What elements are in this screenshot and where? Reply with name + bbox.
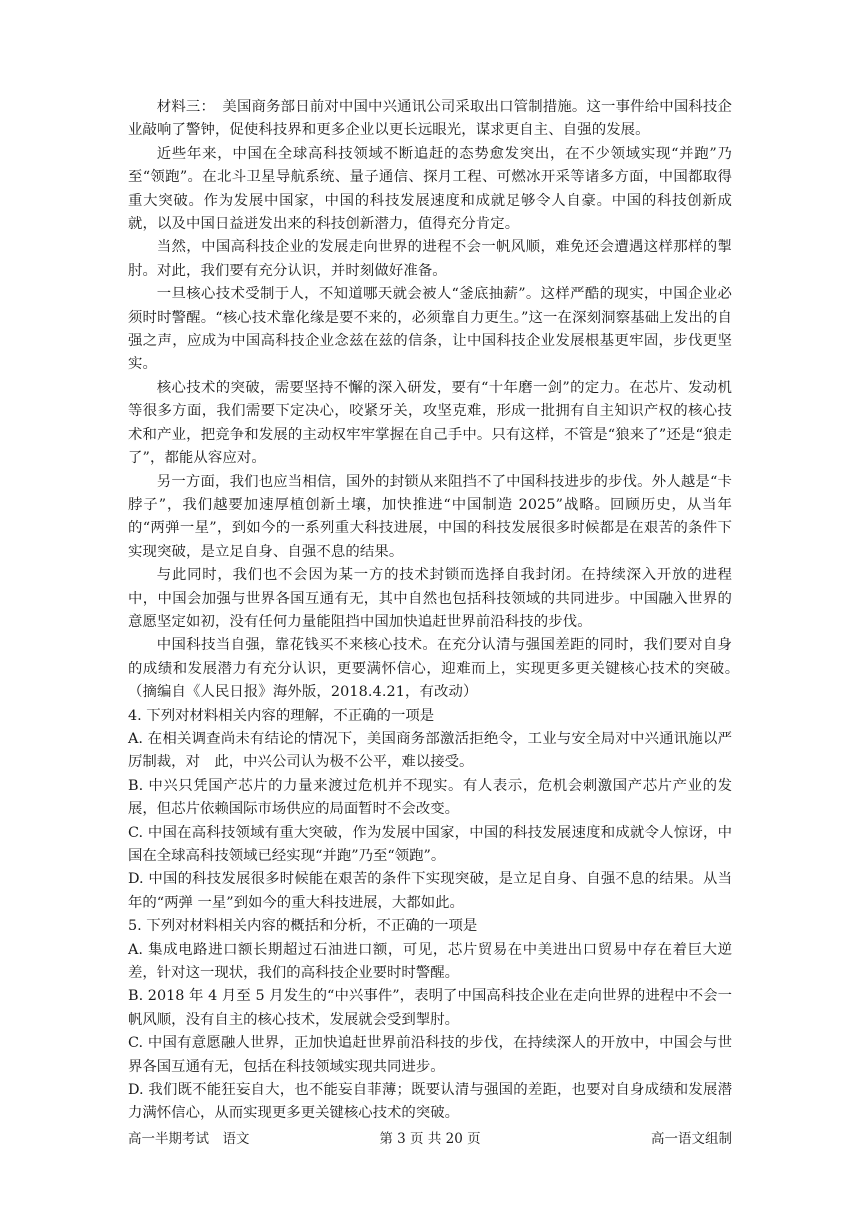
material-paragraph: 当然，中国高科技企业的发展走向世界的进程不会一帆风顺，难免还会遭遇这样那样的掣肘。对此，我们要有充分认识，并时刻做好准备。: [128, 239, 732, 279]
option-a: A. 集成电路进口额长期超过石油进口额，可见，芯片贸易在中美进出口贸易中存在着巨大逆差，针对这一现状，我们的高科技企业要时时警醒。: [128, 941, 732, 982]
option-a: A. 在相关调查尚未有结论的情况下，美国商务部激活拒绝令，工业与安全局对中兴通讯施以严厉制裁，对 此，中兴公司认为极不公平，难以接受。: [128, 730, 732, 771]
page-footer: [128, 1129, 732, 1149]
option-b: B. 2018 年 4 月至 5 月发生的“中兴事件”，表明了中国高科技企业在走向世界的进程中不会一帆风顺，没有自主的核心技术，发展就会受到掣肘。: [128, 988, 732, 1028]
material-paragraph: 材料三： 美国商务部日前对中国中兴通讯公司采取出口管制措施。这一事件给中国科技企业敲响了警钟，促使科技界和更多企业以更长远眼光，谋求更自主、自强的发展。: [128, 99, 732, 139]
question-stem: 5. 下列对材料相关内容的概括和分析，不正确的一项是: [128, 918, 478, 935]
material-paragraph: 近些年来，中国在全球高科技领域不断追赶的态势愈发突出，在不少领域实现“并跑”乃至“领跑”。在北斗卫星导航系统、量子通信、探月工程、可燃冰开采等诸多方面，中国都取得重大突破。作为发展中国家，中国的科技发展速度和成就足够令人自豪。中国的科技创新成就，以及中国日益迸发出来的科技创新潜力，值得充分肯定。: [128, 145, 732, 233]
material-paragraph: 与此同时，我们也不会因为某一方的技术封锁而选择自我封闭。在持续深入开放的进程中，中国会加强与世界各国互通有无，其中自然也包括科技领域的共同进步。中国融入世界的意愿坚定如初，没有任何力量能阻挡中国加快追赶世界前沿科技的步伐。: [128, 567, 732, 630]
option-d: D. 我们既不能狂妄自大，也不能妄自菲薄；既要认清与强国的差距，也要对自身成绩和发展潜力满怀信心，从而实现更多更关键核心技术的突破。: [128, 1082, 732, 1122]
option-c: C. 中国在高科技领域有重大突破，作为发展中国家，中国的科技发展速度和成就令人惊讶，中国在全球高科技领域已经实现“并跑”乃至“领跑”。: [128, 824, 732, 864]
option-b: B. 中兴只凭国产芯片的力量来渡过危机并不现实。有人表示，危机会刺激国产芯片产业的发展，但芯片依赖国际市场供应的局面暂时不会改变。: [128, 777, 732, 818]
question-4: [128, 705, 732, 916]
option-d: D. 中国的科技发展很多时候能在艰苦的条件下实现突破，是立足自身、自强不息的结果。从当年的“两弹 一星”到如今的重大科技进展，大都如此。: [128, 871, 732, 911]
exam-page: [128, 96, 761, 1126]
footer-author: 高一语文组制: [651, 1131, 732, 1147]
material-paragraph: 中国科技当自强，靠花钱买不来核心技术。在充分认清与强国差距的同时，我们要对自身的成绩和发展潜力有充分认识，更要满怀信心，迎难而上，实现更多更关键核心技术的突破。 （摘编自《人民日报》海外版，2018.4.21，有改动）: [128, 637, 761, 701]
question-stem: 4. 下列对材料相关内容的理解，不正确的一项是: [128, 707, 435, 724]
question-5: [128, 915, 732, 1126]
option-c: C. 中国有意愿融人世界，正加快追赶世界前沿科技的步伐，在持续深人的开放中，中国会与世界各国互通有无，包括在科技领域实现共同进步。: [128, 1035, 732, 1075]
footer-page-number: 第 3 页 共 20 页: [379, 1131, 481, 1147]
footer-exam-title: 高一半期考试 语文: [128, 1131, 250, 1147]
material-paragraph: 另一方面，我们也应当相信，国外的封锁从来阻挡不了中国科技进步的步伐。外人越是“卡脖子”，我们越要加速厚植创新土壤，加快推进“中国制造 2025”战略。回顾历史，从当年的“两弹一星”，到如今的一系列重大科技进展，中国的科技发展很多时候都是在艰苦的条件下实现突破，是立足自身、自强不息的结果。: [128, 473, 732, 560]
material-paragraph: 一旦核心技术受制于人，不知道哪天就会被人“釜底抽薪”。这样严酷的现实，中国企业必须时时警醒。“核心技术靠化缘是要不来的，必须靠自力更生。”这一在深刻洞察基础上发出的自强之声，应成为中国高科技企业念兹在兹的信条，让中国科技企业发展根基更牢固，步伐更坚实。: [128, 286, 732, 373]
material-three: [128, 96, 761, 705]
material-paragraph: 核心技术的突破，需要坚持不懈的深入研发，要有“十年磨一剑”的定力。在芯片、发动机等很多方面，我们需要下定决心，咬紧牙关，攻坚克难，形成一批拥有自主知识产权的核心技术和产业，把竞争和发展的主动权牢牢掌握在自己手中。只有这样，不管是“狼来了”还是“狼走了”，都能从容应对。: [128, 379, 732, 467]
